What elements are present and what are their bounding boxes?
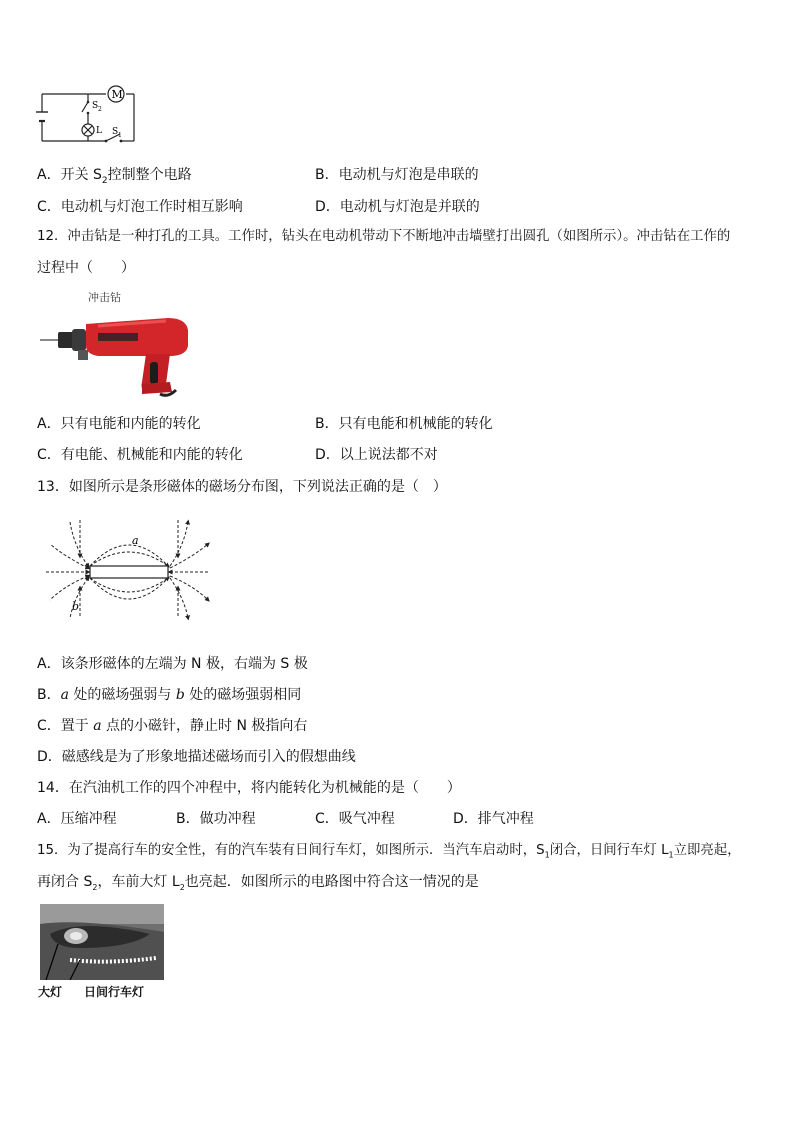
q15-line1-sub2: 1: [668, 850, 674, 860]
q15-line2-sub2: 2: [179, 882, 185, 892]
q15-line2-p3: 也亮起．如图所示的电路图中符合这一情况的是: [184, 874, 479, 890]
q13-option-b-b: b: [175, 687, 185, 703]
q14-option-c: C．吸气冲程: [315, 811, 395, 827]
q13-option-c-a: a: [93, 718, 102, 734]
q13-option-b-a: a: [60, 687, 69, 703]
q15-stem-line2: [37, 873, 479, 897]
q15-line1-p1: 15．为了提高行车的安全性，有的汽车装有日间行车灯，如图所示．当汽车启动时，S: [37, 843, 545, 858]
lamp-label: L: [96, 126, 102, 136]
q11-option-a: [37, 166, 192, 190]
impact-drill-image: [38, 306, 200, 398]
q13-option-b-p1: B．: [37, 687, 61, 703]
s1-subscript: 1: [118, 132, 122, 139]
point-b-label: b: [72, 600, 80, 613]
motor-label: M: [111, 88, 123, 101]
q14-option-d: D．排气冲程: [453, 811, 534, 827]
q11-option-d: D．电动机与灯泡是并联的: [315, 199, 480, 215]
bar-magnet: [90, 566, 168, 578]
bar-magnet-field-diagram: [44, 516, 214, 620]
q12-option-d: D．以上说法都不对: [315, 447, 438, 463]
point-a-label: a: [132, 534, 139, 547]
q12-stem-line1: 12．冲击钻是一种打孔的工具。工作时，钻头在电动机带动下不断地冲击墙壁打出圆孔（如图所示）。冲击钻在工作的: [37, 229, 731, 244]
q14-option-b: B．做功冲程: [176, 811, 256, 827]
q13-stem: 13．如图所示是条形磁体的磁场分布图，下列说法正确的是（ ）: [37, 479, 447, 495]
q15-line1-sub1: 1: [544, 850, 550, 860]
q12-image-caption: 冲击钻: [88, 291, 121, 304]
q11-option-a-sub: 2: [101, 175, 108, 186]
q13-option-c-p1: C．置于: [37, 718, 94, 734]
q12-stem-line2: 过程中（ ）: [37, 260, 135, 276]
q13-option-b: [37, 686, 301, 704]
q13-option-c-p2: 点的小磁针，静止时 N 极指向右: [101, 718, 308, 734]
q15-line1-p3: 立即亮起，: [673, 843, 741, 858]
q11-option-a-text: A．开关 S: [37, 167, 102, 183]
s1-label: S: [112, 127, 119, 137]
q15-line2-p1: 再闭合 S: [37, 874, 93, 890]
q15-line2-p2: ，车前大灯 L: [97, 874, 180, 890]
q14-stem: 14．在汽油机工作的四个冲程中，将内能转化为机械能的是（ ）: [37, 780, 461, 796]
q14-option-a: A．压缩冲程: [37, 811, 117, 827]
q13-option-b-p3: 处的磁场强弱相同: [184, 687, 302, 703]
q12-option-c: C．有电能、机械能和内能的转化: [37, 447, 243, 463]
q12-option-b: B．只有电能和机械能的转化: [315, 416, 493, 432]
label-daytime-running-light: 日间行车灯: [84, 985, 145, 999]
q11-option-c: C．电动机与灯泡工作时相互影响: [37, 199, 243, 215]
q13-option-b-p2: 处的磁场强弱与: [68, 687, 176, 703]
q13-option-a: A．该条形磁体的左端为 N 极，右端为 S 极: [37, 656, 308, 672]
q13-option-d: D．磁感线是为了形象地描述磁场而引入的假想曲线: [37, 749, 356, 765]
q15-stem-line1: [37, 842, 741, 865]
s2-label: S: [92, 101, 99, 111]
q11-circuit-diagram: [36, 84, 146, 150]
q12-option-a: A．只有电能和内能的转化: [37, 416, 201, 432]
s2-subscript: 2: [98, 106, 102, 113]
q13-option-c: [37, 717, 307, 735]
q15-line1-p2: 闭合，日间行车灯 L: [549, 843, 669, 858]
q11-option-b: B．电动机与灯泡是串联的: [315, 167, 479, 183]
label-headlight: 大灯: [38, 985, 63, 999]
q11-option-a-text2: 控制整个电路: [107, 167, 192, 183]
car-headlight-photo: [40, 904, 164, 980]
q15-line2-sub1: 2: [92, 882, 98, 892]
